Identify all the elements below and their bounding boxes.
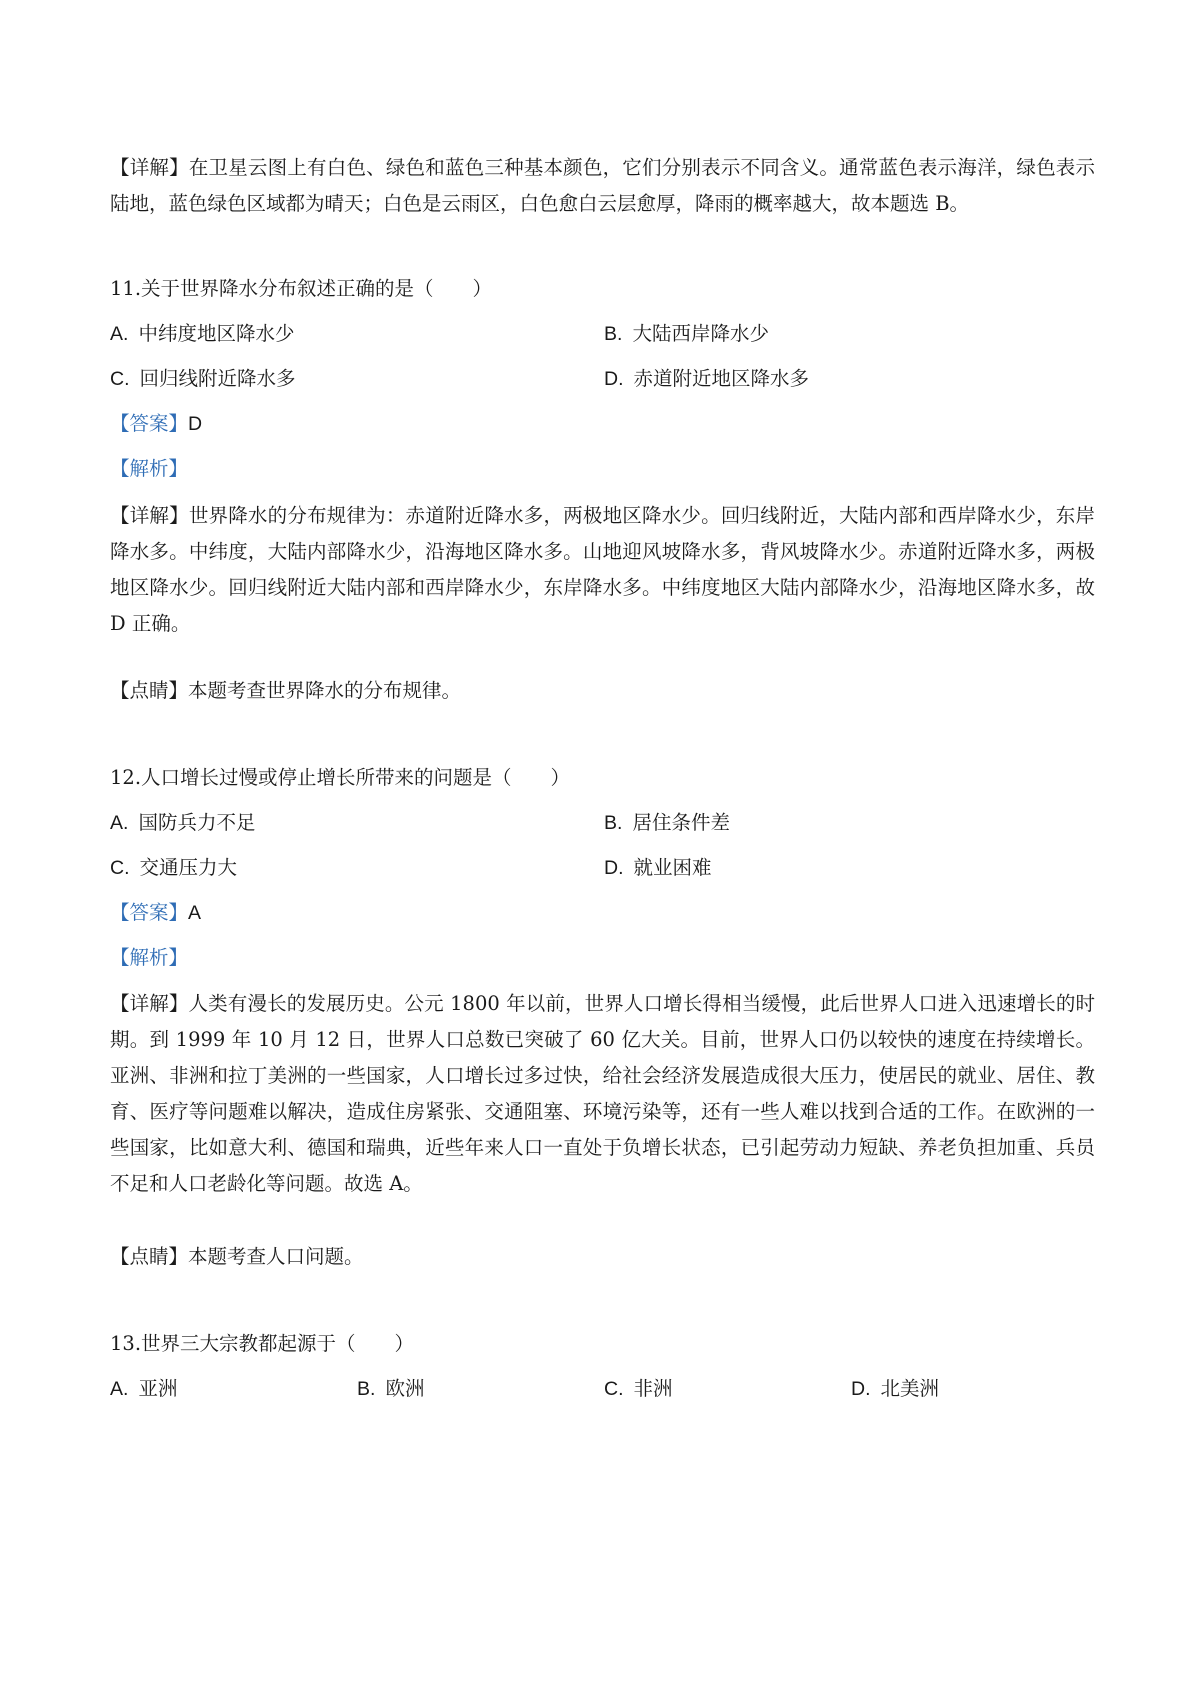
q11-detail: 【详解】世界降水的分布规律为：赤道附近降水多，两极地区降水少。回归线附近，大陆内部和西岸降水少，东岸降水多。中纬度，大陆内部降水少，沿海地区降水多。山地迎风坡降水多，背风坡降水少。赤道附近降水多，两极地区降水少。回归线附近大陆内部和西岸降水少，东岸降水多。中纬度地区大陆内部降水少，沿海地区降水多，故 D 正确。 <box>110 504 1095 635</box>
q12-comment: 【点睛】本题考查人口问题。 <box>110 1245 364 1268</box>
q13-option-b <box>357 1375 424 1403</box>
q11-answer-value: D <box>188 413 203 435</box>
q13-option-a-key: A. <box>110 1378 129 1400</box>
q11-option-b <box>604 320 769 348</box>
q13-option-a <box>110 1375 177 1403</box>
q11-analysis-label: 【解析】 <box>110 457 189 480</box>
q11-option-d <box>604 365 809 393</box>
q12-option-c-key: C. <box>110 857 130 879</box>
q12-option-a-text: 国防兵力不足 <box>138 811 256 834</box>
q12-option-d-key: D. <box>604 857 624 879</box>
q13-option-d-text: 北美洲 <box>880 1377 940 1400</box>
q12-option-b <box>604 809 730 837</box>
q11-option-a-key: A. <box>110 323 129 345</box>
q12-detail: 【详解】人类有漫长的发展历史。公元 1800 年以前，世界人口增长得相当缓慢，此后世界人口进入迅速增长的时期。到 1999 年 10 月 12 日，世界人口总数已突破了 60 亿大关。目前，世界人口仍以较快的速度在持续增长。亚洲、非洲和拉丁美洲的一些国家，人口增长过多过快，给社会经济发展造成很大压力，使居民的就业、居住、教育、医疗等问题难以解决，造成住房紧张、交通阻塞、环境污染等，还有一些人难以找到合适的工作。在欧洲的一些国家，比如意大利、德国和瑞典，近些年来人口一直处于负增长状态，已引起劳动力短缺、养老负担加重、兵员不足和人口老龄化等问题。故选 A。 <box>110 992 1095 1195</box>
q13-option-d-key: D. <box>851 1378 871 1400</box>
q11-option-c-key: C. <box>110 368 130 390</box>
q11-option-a-text: 中纬度地区降水少 <box>138 322 295 345</box>
q11-option-c-text: 回归线附近降水多 <box>139 367 296 390</box>
q13-option-d <box>851 1375 939 1403</box>
q11-answer-label: 【答案】 <box>110 412 189 435</box>
q12-option-c-text: 交通压力大 <box>139 856 238 879</box>
q12-stem: 12.人口增长过慢或停止增长所带来的问题是（ ） <box>110 766 571 789</box>
q13-option-a-text: 亚洲 <box>138 1377 178 1400</box>
q13-option-c-text: 非洲 <box>633 1377 673 1400</box>
intro-detail: 【详解】在卫星云图上有白色、绿色和蓝色三种基本颜色，它们分别表示不同含义。通常蓝色表示海洋，绿色表示陆地，蓝色绿色区域都为晴天；白色是云雨区，白色愈白云层愈厚，降雨的概率越大，故本题选 B。 <box>110 156 1095 215</box>
q12-option-b-key: B. <box>604 812 623 834</box>
q12-option-d <box>604 854 712 882</box>
q13-stem: 13.世界三大宗教都起源于（ ） <box>110 1332 415 1355</box>
q13-option-b-key: B. <box>357 1378 376 1400</box>
q12-answer-value: A <box>188 902 202 924</box>
q11-option-a <box>110 320 294 348</box>
q11-option-b-text: 大陆西岸降水少 <box>632 322 769 345</box>
q13-option-b-text: 欧洲 <box>385 1377 425 1400</box>
q12-option-c <box>110 854 237 882</box>
q12-option-a <box>110 809 255 837</box>
q11-option-d-text: 赤道附近地区降水多 <box>633 367 810 390</box>
q11-option-b-key: B. <box>604 323 623 345</box>
q12-option-d-text: 就业困难 <box>633 856 712 879</box>
q12-option-a-key: A. <box>110 812 129 834</box>
q11-stem: 11.关于世界降水分布叙述正确的是（ ） <box>110 277 493 300</box>
q11-option-d-key: D. <box>604 368 624 390</box>
q11-option-c <box>110 365 296 393</box>
q12-answer-label: 【答案】 <box>110 901 189 924</box>
q12-analysis-label: 【解析】 <box>110 946 189 969</box>
q11-comment: 【点睛】本题考查世界降水的分布规律。 <box>110 679 462 702</box>
q12-answer <box>110 899 1095 927</box>
q13-option-c <box>604 1375 673 1403</box>
q13-option-c-key: C. <box>604 1378 624 1400</box>
q11-answer <box>110 410 1095 438</box>
q12-option-b-text: 居住条件差 <box>632 811 730 834</box>
